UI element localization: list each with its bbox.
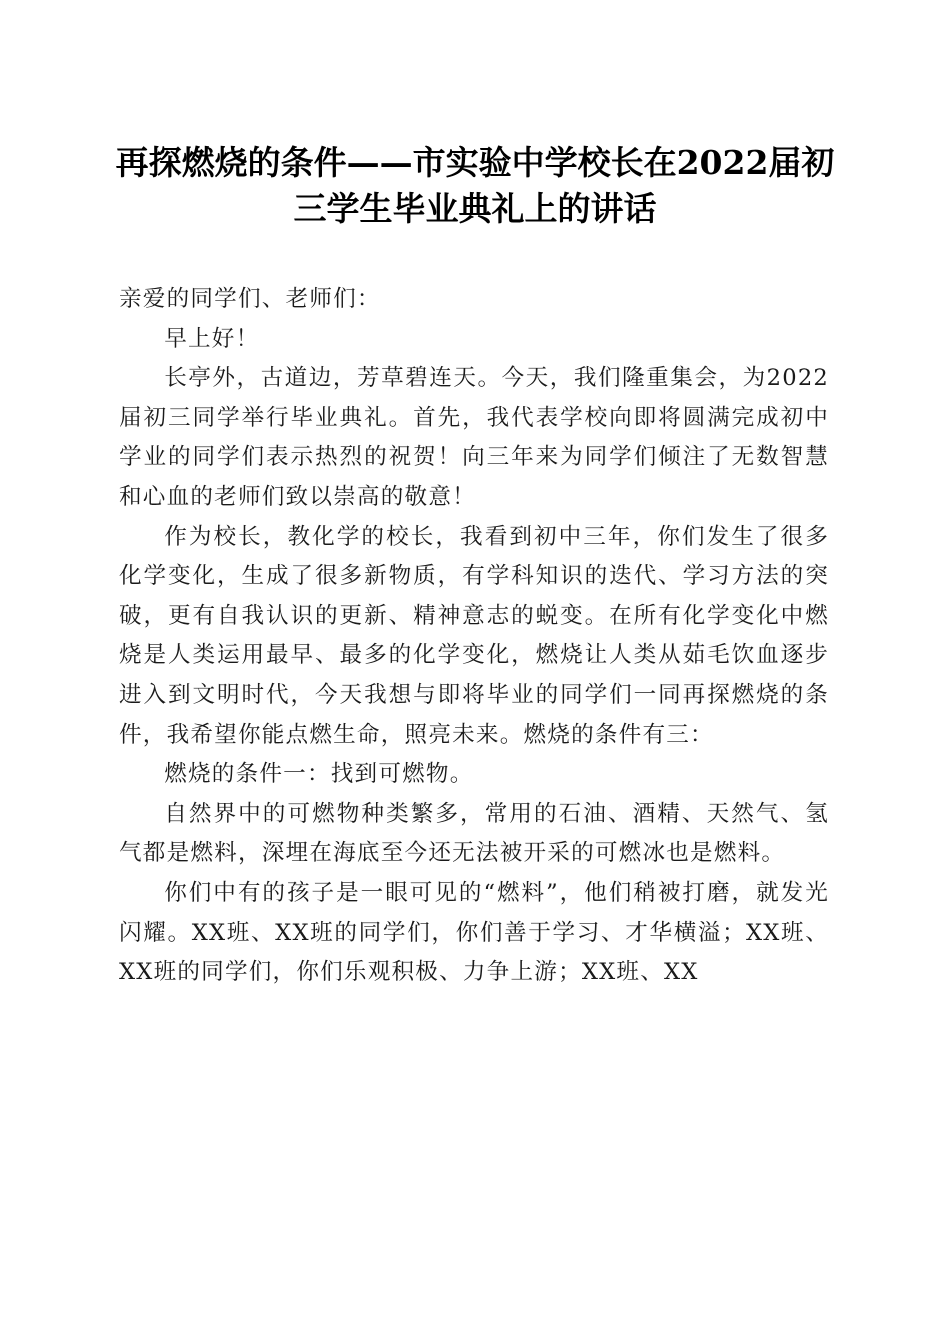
students-fuel-paragraph: 你们中有的孩子是一眼可见的“燃料”，他们稍被打磨，就发光闪耀。XX班、XX班的同学们，你们善于学习、才华横溢；XX班、XX班的同学们，你们乐观积极、力争上游；XX班、XX — [119, 879, 829, 986]
fuel-paragraph: 自然界中的可燃物种类繁多，常用的石油、酒精、天然气、氢气都是燃料，深埋在海底至今还无法被开采的可燃冰也是燃料。 — [119, 800, 829, 867]
document-title: 再探燃烧的条件——市实验中学校长在2022届初三学生毕业典礼上的讲话 — [115, 143, 835, 228]
document-body — [119, 280, 829, 993]
greeting-paragraph: 早上好！ — [164, 325, 260, 352]
opening-paragraph: 长亭外，古道边，芳草碧连天。今天，我们隆重集会，为2022届初三同学举行毕业典礼。首先，我代表学校向即将圆满完成初中学业的同学们表示热烈的祝贺！向三年来为同学们倾注了无数智慧和心血的老师们致以崇高的敬意！ — [119, 365, 829, 510]
chemistry-paragraph: 作为校长，教化学的校长，我看到初中三年，你们发生了很多化学变化，生成了很多新物质，有学科知识的迭代、学习方法的突破，更有自我认识的更新、精神意志的蜕变。在所有化学变化中燃烧是人类运用最早、最多的化学变化，燃烧让人类从茹毛饮血逐步进入到文明时代，今天我想与即将毕业的同学们一同再探燃烧的条件，我希望你能点燃生命，照亮未来。燃烧的条件有三： — [119, 523, 829, 748]
salutation: 亲爱的同学们、老师们： — [119, 286, 381, 312]
condition-one-heading: 燃烧的条件一：找到可燃物。 — [164, 761, 474, 788]
